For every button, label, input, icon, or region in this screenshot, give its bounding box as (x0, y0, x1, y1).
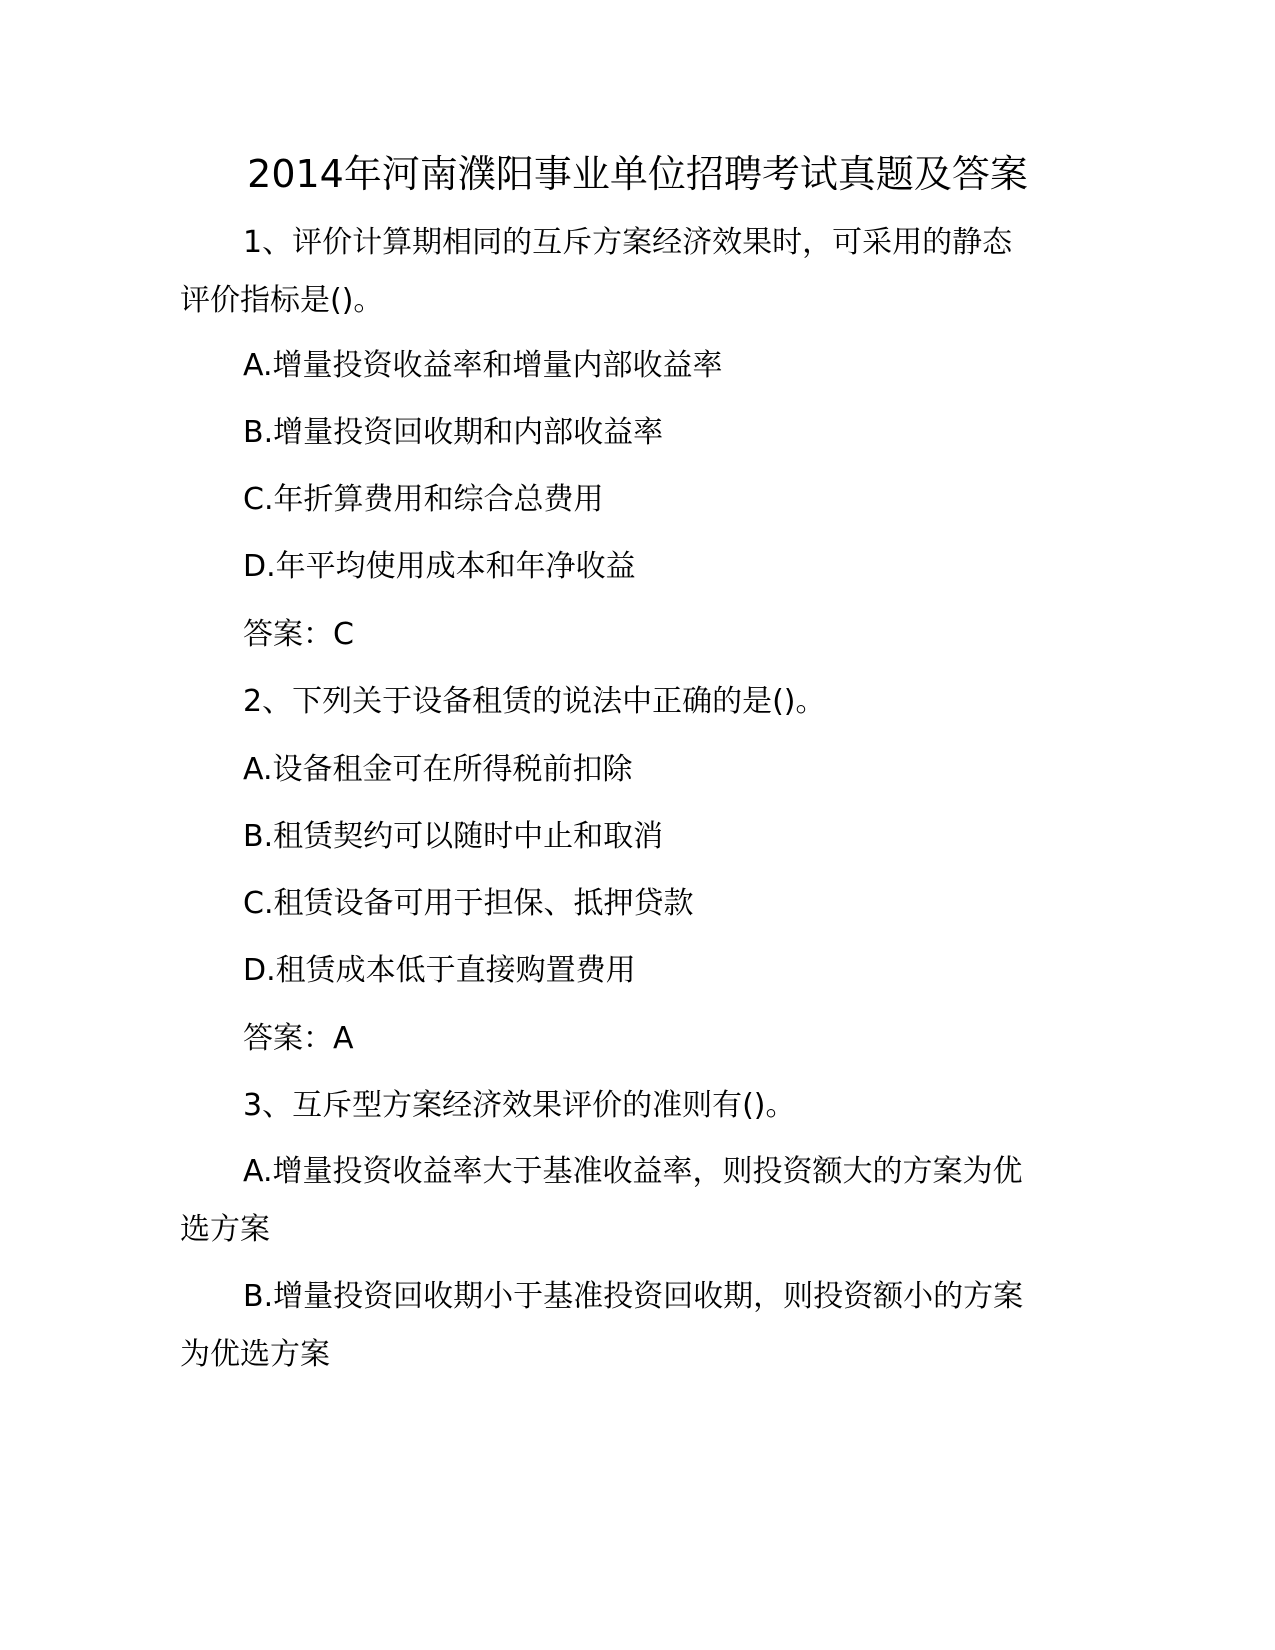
question-3-option-a: A.增量投资收益率大于基准收益率，则投资额大的方案为优选方案 (180, 1154, 1023, 1247)
question-1-stem: 1、评价计算期相同的互斥方案经济效果时，可采用的静态评价指标是()。 (180, 225, 1013, 318)
question-1-option-b: B.增量投资回收期和内部收益率 (243, 415, 664, 450)
question-2-option-c: C.租赁设备可用于担保、抵押贷款 (243, 886, 694, 921)
question-1-answer: 答案：C (243, 617, 354, 652)
question-1-option-a: A.增量投资收益率和增量内部收益率 (243, 348, 723, 383)
question-2-option-b: B.租赁契约可以随时中止和取消 (243, 819, 664, 854)
question-3-stem: 3、互斥型方案经济效果评价的准则有()。 (243, 1088, 796, 1123)
question-2-option-a: A.设备租金可在所得税前扣除 (243, 752, 633, 787)
question-1-option-d: D.年平均使用成本和年净收益 (243, 549, 636, 584)
question-2-stem: 2、下列关于设备租赁的说法中正确的是()。 (243, 684, 826, 719)
question-1-option-c: C.年折算费用和综合总费用 (243, 482, 604, 517)
question-2-option-d: D.租赁成本低于直接购置费用 (243, 953, 636, 988)
question-3-option-b: B.增量投资回收期小于基准投资回收期，则投资额小的方案为优选方案 (180, 1279, 1024, 1372)
document-title: 2014年河南濮阳事业单位招聘考试真题及答案 (247, 152, 1028, 196)
question-2-answer: 答案：A (243, 1021, 354, 1056)
